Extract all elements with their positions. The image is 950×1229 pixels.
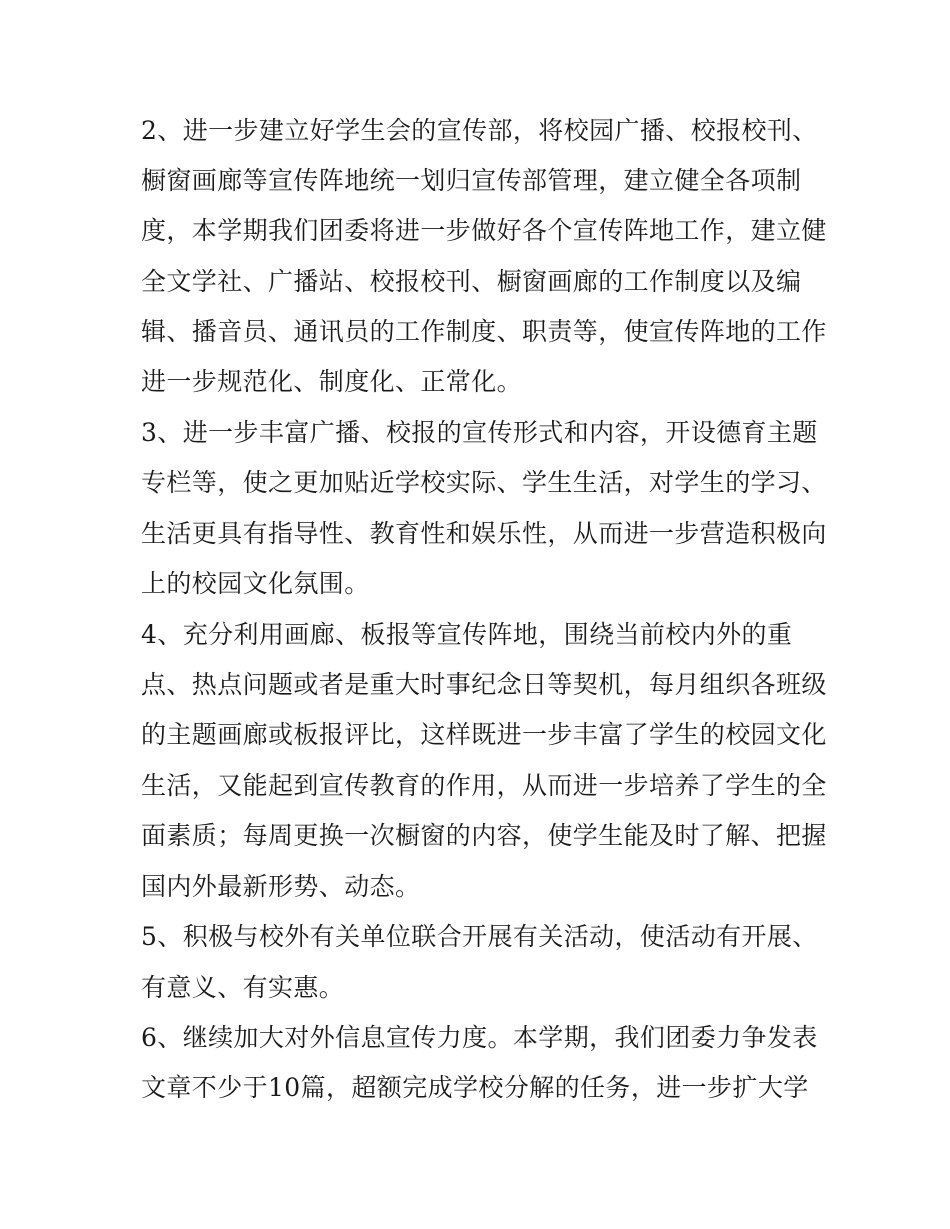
text-line: 2、进一步建立好学生会的宣传部，将校园广播、校报校刊、	[141, 116, 818, 145]
text-line: 辑、播音员、通讯员的工作制度、职责等，使宣传阵地的工作	[141, 317, 827, 346]
text-line: 国内外最新形势、动态。	[141, 872, 421, 901]
text-line: 4、充分利用画廊、板报等宣传阵地，围绕当前校内外的重	[141, 620, 793, 649]
text-line: 面素质；每周更换一次橱窗的内容，使学生能及时了解、把握	[141, 821, 827, 850]
text-line: 的主题画廊或板报评比，这样既进一步丰富了学生的校园文化	[141, 720, 827, 749]
text-line: 文章不少于10篇，超额完成学校分解的任务，进一步扩大学	[141, 1073, 809, 1102]
text-line: 5、积极与校外有关单位联合开展有关活动，使活动有开展、	[141, 922, 818, 951]
text-line: 上的校园文化氛围。	[141, 569, 370, 598]
text-line: 点、热点问题或者是重大时事纪念日等契机，每月组织各班级	[141, 670, 827, 699]
text-line: 专栏等，使之更加贴近学校实际、学生生活，对学生的学习、	[141, 468, 827, 497]
text-line: 进一步规范化、制度化、正常化。	[141, 367, 523, 396]
text-line: 生活，又能起到宣传教育的作用，从而进一步培养了学生的全	[141, 771, 827, 800]
text-line: 有意义、有实惠。	[141, 973, 345, 1002]
text-line: 度，本学期我们团委将进一步做好各个宣传阵地工作，建立健	[141, 216, 827, 245]
text-line: 6、继续加大对外信息宣传力度。本学期，我们团委力争发表	[141, 1023, 818, 1052]
text-line: 3、进一步丰富广播、校报的宣传形式和内容，开设德育主题	[141, 418, 818, 447]
text-line: 橱窗画廊等宣传阵地统一划归宣传部管理，建立健全各项制	[141, 166, 802, 195]
text-line: 生活更具有指导性、教育性和娱乐性，从而进一步营造积极向	[141, 519, 827, 548]
text-line: 全文学社、广播站、校报校刊、橱窗画廊的工作制度以及编	[141, 267, 802, 296]
